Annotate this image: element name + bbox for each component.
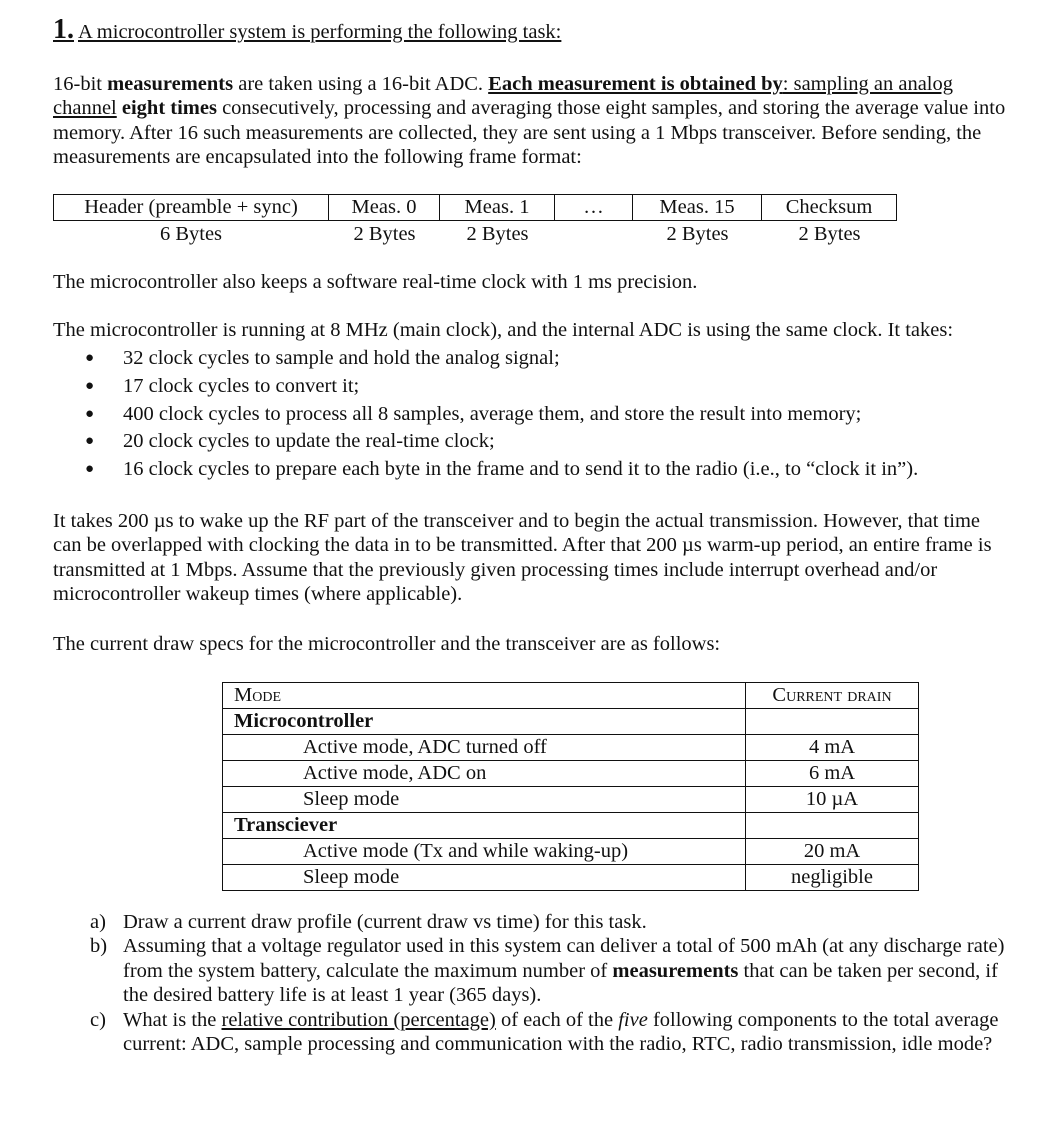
group-microcontroller: Microcontroller	[223, 709, 746, 735]
table-header-row	[223, 683, 919, 709]
frame-field-meas0: Meas. 0	[329, 194, 440, 221]
intro-text-2: are taken using a 16-bit ADC.	[238, 73, 484, 95]
drain-cell: 10 µA	[746, 787, 919, 813]
rtc-note: The microcontroller also keeps a software real-time clock with 1 ms precision.	[53, 271, 698, 293]
frame-size-meas15: 2 Bytes	[666, 223, 729, 245]
intro-paragraph	[53, 72, 1013, 170]
intro-text-1: 16-bit	[53, 73, 102, 95]
frame-format-row	[53, 194, 897, 221]
table-row	[223, 839, 919, 865]
frame-size-header: 6 Bytes	[159, 223, 223, 245]
problem-title: A microcontroller system is performing the following task:	[78, 21, 562, 43]
table-group-row	[223, 709, 919, 735]
question-underline: relative contribution (percentage)	[221, 1008, 496, 1031]
drain-cell: negligible	[746, 865, 919, 891]
list-item: ● 32 clock cycles to sample and hold the analog signal;	[85, 345, 918, 373]
intro-text-3: : sampling an analog channel	[53, 73, 954, 120]
question-label: a)	[90, 911, 106, 933]
frame-size-meas1: 2 Bytes	[466, 223, 529, 245]
drain-cell: 20 mA	[746, 839, 919, 865]
question-text: Assuming that a voltage regulator used in this system can deliver a total of 500 mAh (at any discharge rate) from the system battery, calculate the maximum number of	[123, 935, 1005, 982]
list-item: ● 20 clock cycles to update the real-time clock;	[85, 428, 918, 456]
question-b	[90, 934, 1005, 1007]
rf-note: It takes 200 µs to wake up the RF part of the transceiver and to begin the actual transmission. However, that time can be overlapped with clocking the data in to be transmitted. After that 200 µs warm-up period, an entire frame is transmitted at 1 Mbps. Assume that the previously given processing times include interrupt overhead and/or microcontroller wakeup times (where applicable).	[53, 510, 992, 606]
frame-size-checksum: 2 Bytes	[798, 223, 861, 245]
frame-field-meas15: Meas. 15	[633, 194, 762, 221]
question-label: c)	[90, 1008, 106, 1031]
clock-intro: The microcontroller is running at 8 MHz (main clock), and the internal ADC is using the same clock. It takes:	[53, 319, 954, 341]
table-row	[223, 735, 919, 761]
question-text: Draw a current draw profile (current draw vs time) for this task.	[123, 911, 647, 933]
mode-cell: Sleep mode	[223, 865, 746, 891]
table-row	[223, 865, 919, 891]
table-row	[223, 761, 919, 787]
cycle-steps-list	[85, 345, 918, 484]
question-text: following components to the total average current: ADC, sample processing and communication with the radio, RTC, radio transmission, idle mode?	[123, 1008, 999, 1056]
table-group-row	[223, 813, 919, 839]
question-c	[90, 1008, 1005, 1057]
mode-cell: Active mode (Tx and while waking-up)	[223, 839, 746, 865]
drain-header: Current drain	[746, 683, 919, 709]
mode-header: Mode	[223, 683, 746, 709]
question-label: b)	[90, 935, 108, 958]
frame-field-checksum: Checksum	[762, 194, 897, 221]
mode-cell: Active mode, ADC turned off	[223, 735, 746, 761]
mode-cell: Active mode, ADC on	[223, 761, 746, 787]
intro-bold-underline: Each measurement is obtained by	[488, 73, 783, 95]
frame-size-meas0: 2 Bytes	[353, 223, 416, 245]
question-text: that can be taken per second, if the desired battery life is at least 1 year (365 days).	[123, 959, 998, 1007]
drain-cell: 6 mA	[746, 761, 919, 787]
intro-bold-eight-times: eight times	[121, 97, 217, 120]
frame-field-header: Header (preamble + sync)	[53, 194, 329, 221]
problem-heading	[53, 14, 561, 46]
frame-sizes-row	[53, 222, 897, 246]
question-text: What is the	[123, 1008, 217, 1031]
drain-cell: 4 mA	[746, 735, 919, 761]
question-italic-five: five	[618, 1008, 648, 1031]
specs-intro: The current draw specs for the microcontroller and the transceiver are as follows:	[53, 633, 721, 655]
intro-bold-measurements: measurements	[107, 73, 234, 95]
question-text: of each of the	[500, 1008, 614, 1031]
mode-cell: Sleep mode	[223, 787, 746, 813]
list-item: ● 16 clock cycles to prepare each byte in the frame and to send it to the radio (i.e., to “clock it in”).	[85, 456, 918, 484]
table-row	[223, 787, 919, 813]
list-item: ● 17 clock cycles to convert it;	[85, 373, 918, 401]
intro-text-4: consecutively, processing and averaging those eight samples, and storing the average value into memory. After 16 such measurements are collected, they are sent using a 1 Mbps transceiver. Before sending, the measurements are encapsulated into the following frame format:	[53, 97, 1006, 169]
question-bold-measurements: measurements	[612, 959, 739, 982]
current-draw-table	[222, 682, 919, 891]
frame-field-ellipsis: …	[555, 194, 633, 221]
group-transceiver: Transciever	[223, 813, 746, 839]
problem-number: 1.	[53, 14, 74, 45]
frame-field-meas1: Meas. 1	[440, 194, 555, 221]
questions-list	[90, 910, 1005, 1056]
list-item: ● 400 clock cycles to process all 8 samples, average them, and store the result into memory;	[85, 401, 918, 429]
question-a	[90, 910, 1005, 934]
